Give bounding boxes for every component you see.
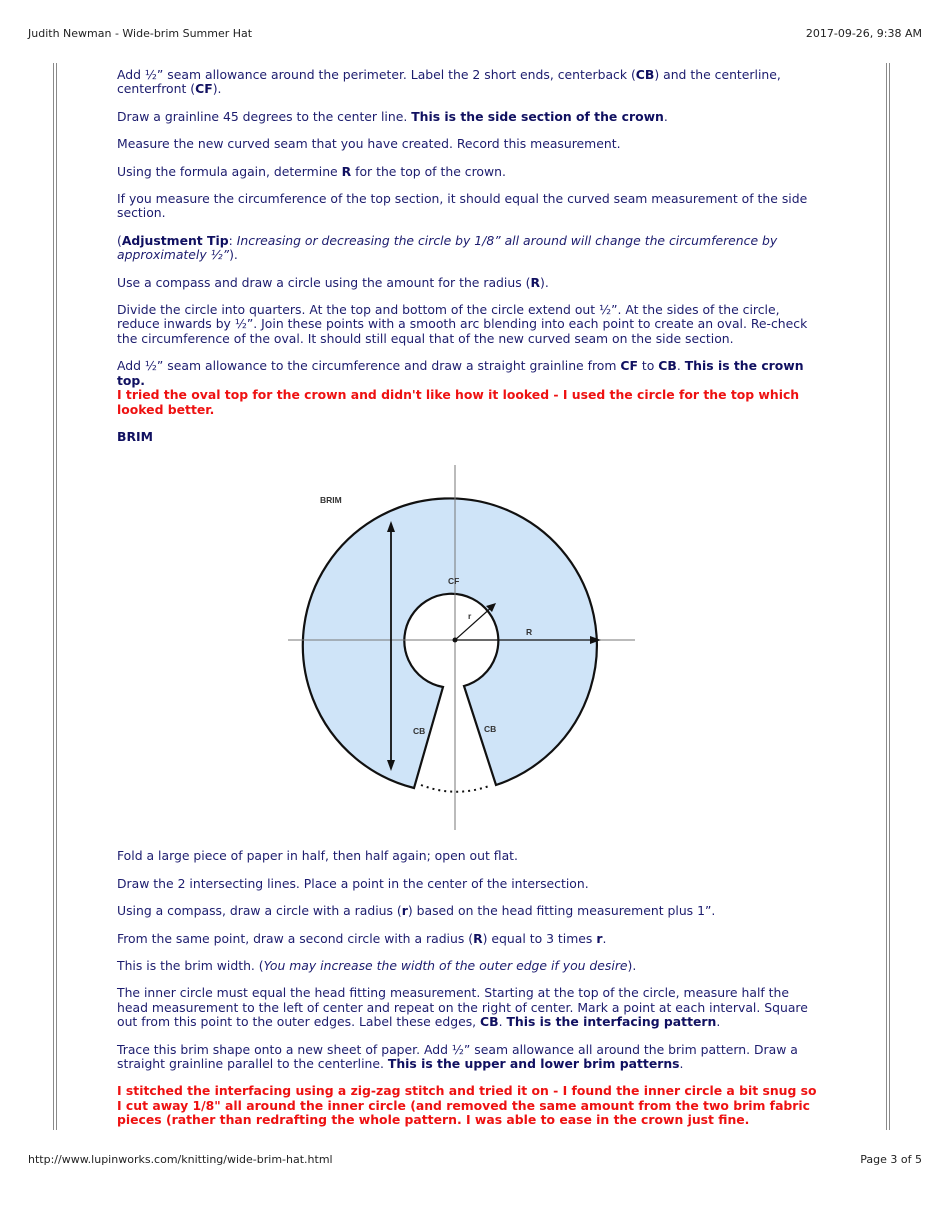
- page-header: [28, 27, 922, 40]
- radius-r-line: [455, 606, 493, 640]
- right-border-outer: [889, 63, 890, 1130]
- center-point: [453, 638, 458, 643]
- label-r-small: r: [468, 611, 472, 621]
- label-cf: CF: [448, 576, 460, 586]
- right-border-inner: [886, 63, 887, 1130]
- paragraph: This is the brim width. (You may increase the width of the outer edge if you desire).: [117, 957, 637, 973]
- label-cb-right: CB: [484, 724, 497, 734]
- adjustment-tip: (Adjustment Tip: Increasing or decreasing the circle by 1/8” all around will change the circumference by approximately ½”).: [117, 232, 778, 263]
- author-note: I stitched the interfacing using a zig-zag stitch and tried it on - I found the inner circle a bit snug so I cut away 1/8" all around the inner circle (and removed the same amount from the two brim fabric pieces (rather than redrafting the whole pattern. I was able to ease in the crown just fine.: [117, 1083, 817, 1128]
- paragraph: Measure the new curved seam that you have created. Record this measurement.: [117, 136, 621, 152]
- paragraph: If you measure the circumference of the top section, it should equal the curved seam measurement of the side section.: [117, 191, 808, 221]
- paragraph: The inner circle must equal the head fitting measurement. Starting at the top of the circle, measure half the head measurement to the left of center and repeat on the right of center. Mark a point at each interval. Square out from this point to the outer edges. Label these edges, CB. This is the interfacing pattern.: [117, 985, 808, 1030]
- section-heading: BRIM: [117, 428, 153, 444]
- header-datetime: 2017-09-26, 9:38 AM: [805, 27, 922, 40]
- header-title: Judith Newman - Wide-brim Summer Hat: [28, 27, 253, 40]
- footer-url: http://www.lupinworks.com/knitting/wide-brim-hat.html: [28, 1153, 333, 1166]
- paragraph: Draw a grainline 45 degrees to the center line. This is the side section of the crown.: [117, 108, 668, 124]
- paragraph: Add ½” seam allowance to the circumference and draw a straight grainline from CF to CB. This is the crown top.: [117, 358, 804, 388]
- label-cb-left: CB: [413, 726, 426, 736]
- left-border-outer: [53, 63, 54, 1130]
- footer-page-number: Page 3 of 5: [860, 1153, 922, 1166]
- paragraph: Trace this brim shape onto a new sheet of paper. Add ½” seam allowance all around the brim pattern. Draw a straight grainline parallel to the centerline. This is the upper and lower brim patterns.: [117, 1041, 798, 1071]
- left-border-inner: [56, 63, 57, 1130]
- author-note: I tried the oval top for the crown and didn't like how it looked - I used the circle for the top which looked better.: [117, 387, 800, 417]
- paragraph: Fold a large piece of paper in half, then half again; open out flat.: [117, 848, 518, 864]
- paragraph: Draw the 2 intersecting lines. Place a point in the center of the intersection.: [117, 875, 589, 891]
- paragraph: Using the formula again, determine R for the top of the crown.: [117, 163, 506, 179]
- paragraph: Divide the circle into quarters. At the top and bottom of the circle extend out ½”. At the sides of the circle, reduce inwards by ½”. Join these points with a smooth arc blending into each point to create an oval. Re-check the circumference of the oval. It should still equal that of the new curved seam on the side section.: [117, 302, 808, 346]
- paragraph: Use a compass and draw a circle using the amount for the radius (R).: [117, 274, 549, 290]
- paragraph: Using a compass, draw a circle with a radius (r) based on the head fitting measurement plus 1”.: [117, 903, 716, 919]
- label-brim: BRIM: [320, 495, 342, 505]
- brim-pattern-diagram: [270, 455, 640, 840]
- label-r-big: R: [526, 627, 533, 637]
- brim-shape: [303, 498, 597, 788]
- paragraph: Add ½” seam allowance around the perimeter. Label the 2 short ends, centerback (CB) and the centerline, centerfront (CF).: [117, 67, 781, 97]
- paragraph: From the same point, draw a second circle with a radius (R) equal to 3 times r.: [117, 930, 607, 946]
- page-footer: [28, 1153, 922, 1166]
